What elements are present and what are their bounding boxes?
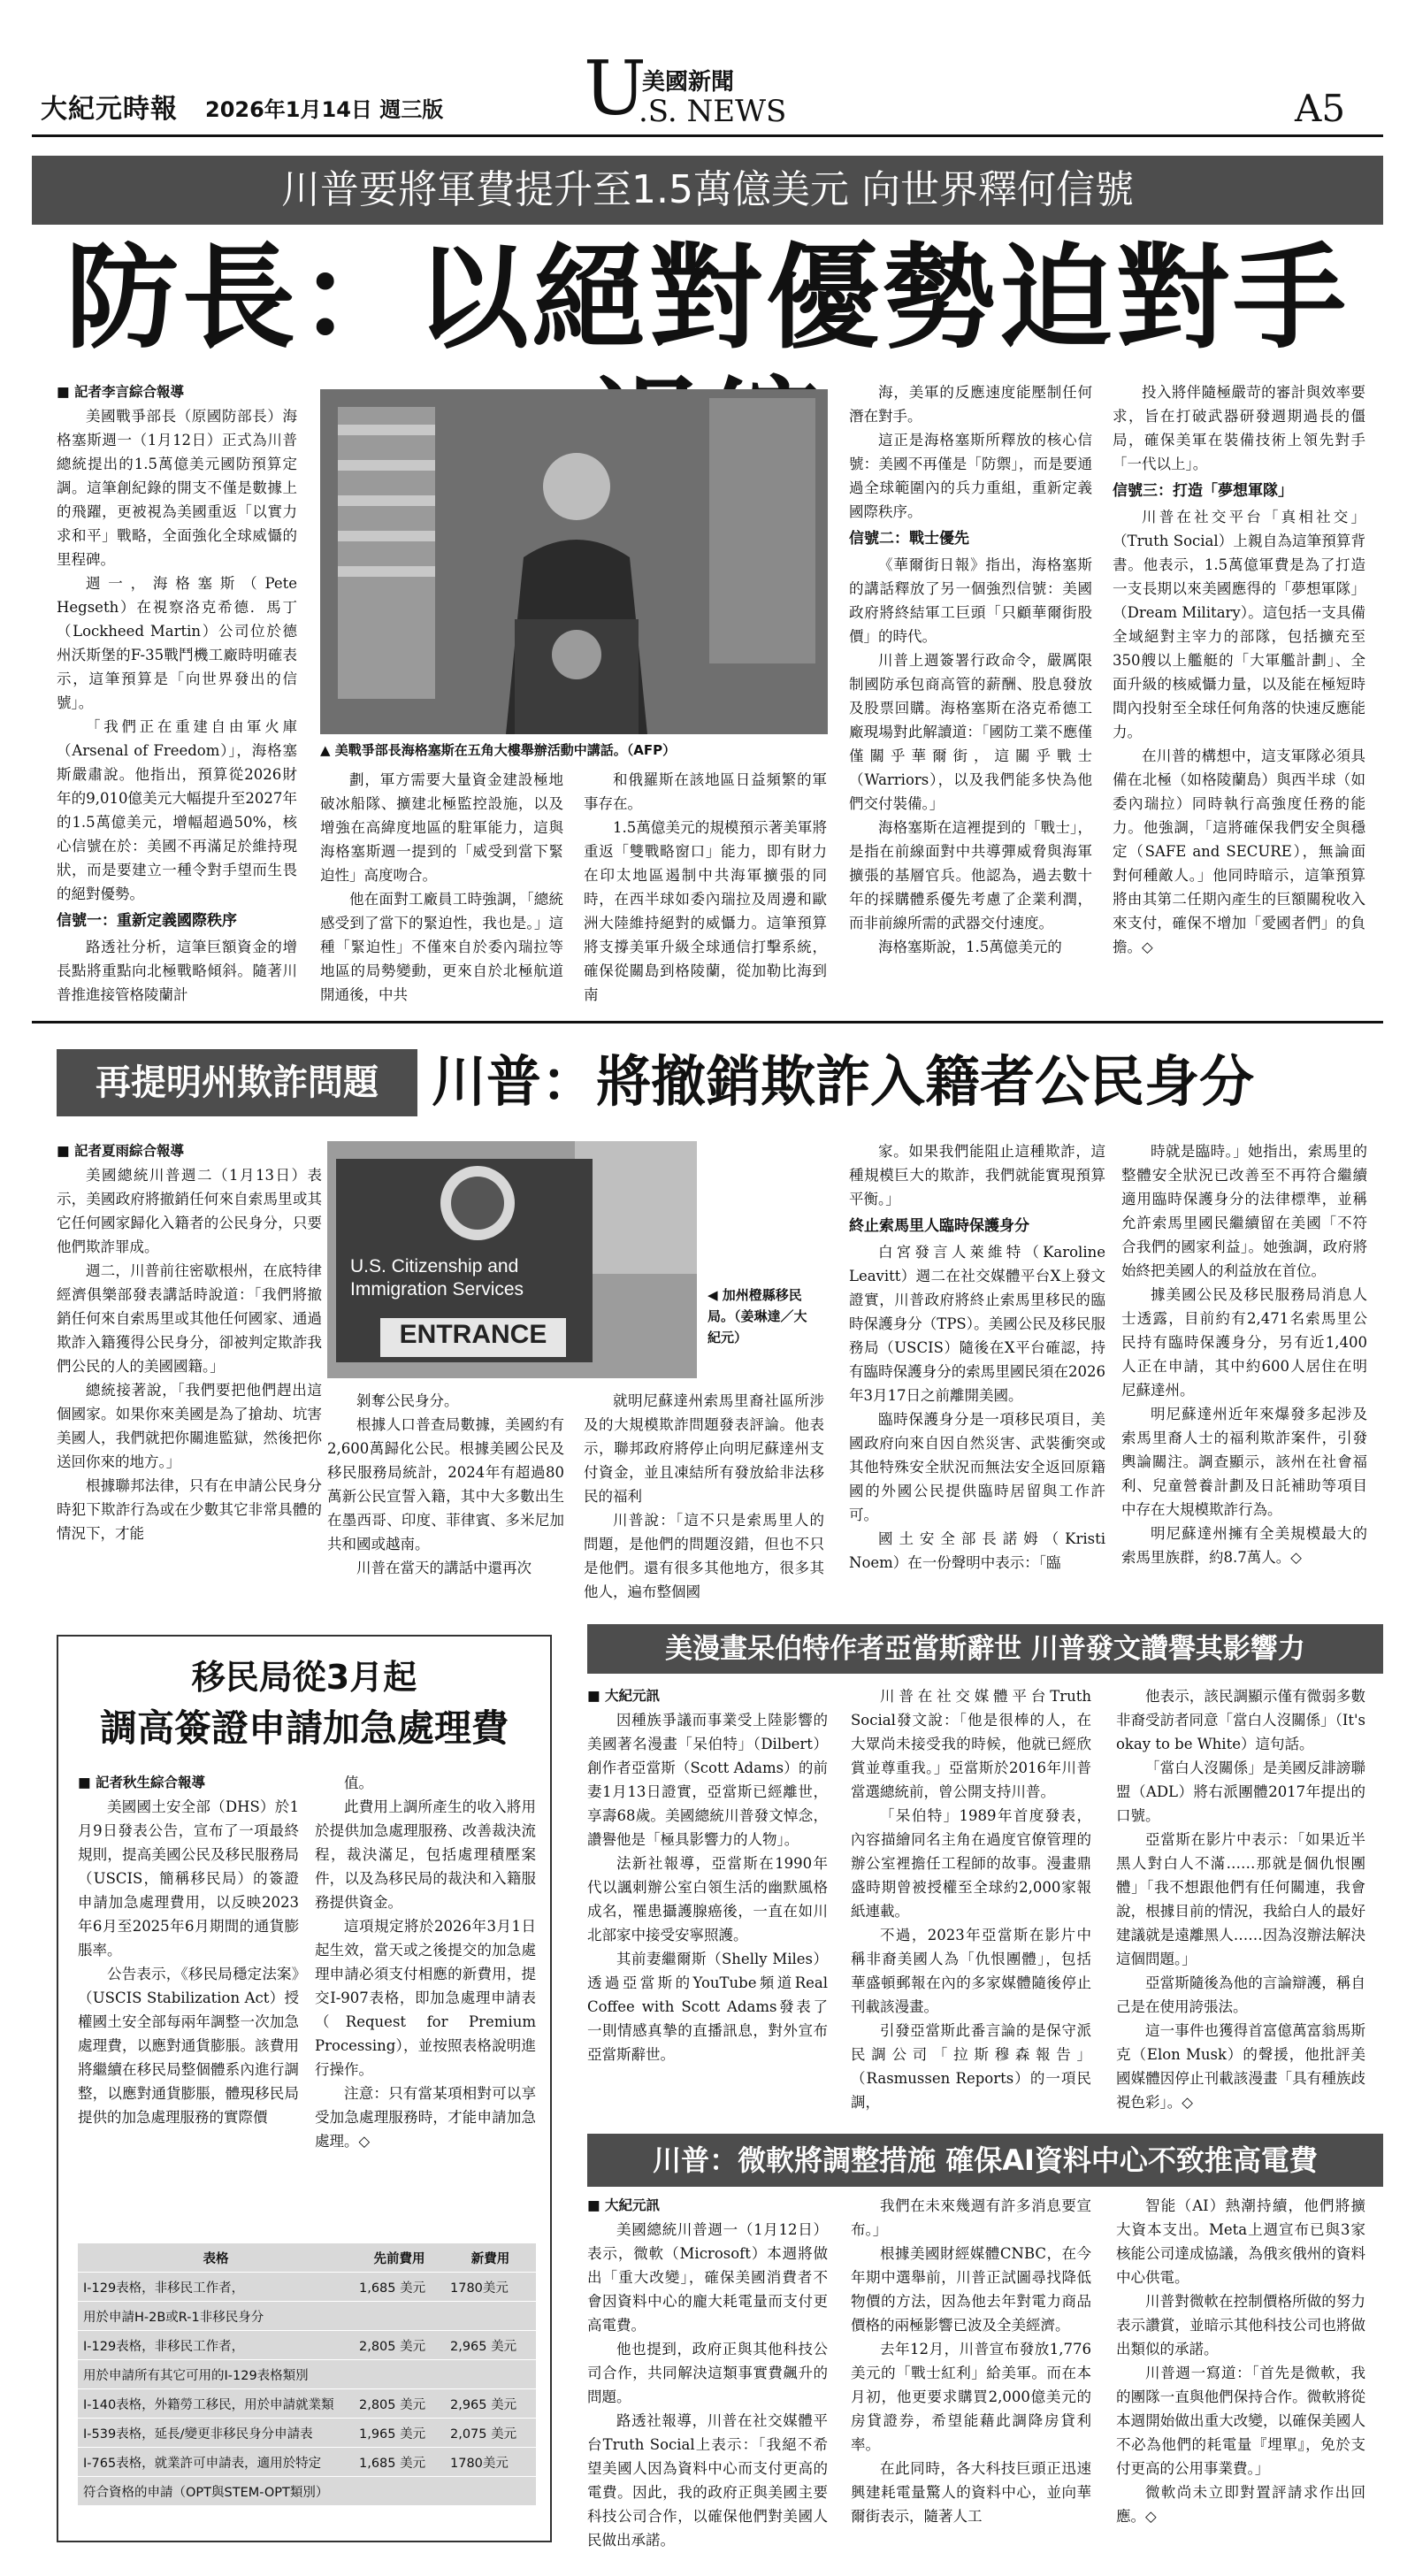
story2-photo: [327, 1141, 697, 1378]
table-cell: I-129表格，非移民工作者，: [78, 2273, 354, 2302]
paragraph: 根據美國財經媒體CNBC，在今年期中選舉前，川普正試圖尋找降低物價的方法，因為他去年對電力商品價格的兩極影響已波及全美經濟。: [851, 2245, 1091, 2334]
paragraph: 值。: [344, 1775, 373, 1791]
story2-col4: [849, 1139, 1105, 1575]
paragraph: 和俄羅斯在該地區日益頻繁的軍事存在。: [584, 771, 827, 812]
paragraph: 海格塞斯在這裡提到的「戰士」，是指在前線面對中共導彈威脅與海軍擴張的基層官兵。他認為，過去數十年的採購體系優先考慮了企業利潤，而非前線所需的武器交付速度。: [849, 819, 1092, 932]
story1-col5: [1113, 380, 1365, 959]
table-cell: I-140表格，外籍勞工移民，用於申請就業類: [78, 2389, 354, 2419]
story2-kicker-box: 再提明州欺詐問題: [57, 1049, 417, 1116]
story2-col3: [584, 1389, 824, 1604]
story1-col2: [320, 768, 563, 1007]
paragraph: 「我們正在重建自由軍火庫（Arsenal of Freedom）」，海格塞斯嚴肅說。他指出，預算從2026財年的9,010億美元大幅提升至2027年的1.5萬億美元，增幅超過50%，核心信號在於：美國不再滿足於維持現狀，而是要建立一種令對手望而生畏的絕對優勢。: [57, 718, 297, 902]
paragraph: 總統接著說，「我們要把他們趕出這個國家。如果你來美國是為了搶劫、坑害美國人，我們就把你關進監獄，然後把你送回你來的地方。」: [57, 1382, 322, 1470]
table-row: [78, 2389, 536, 2419]
paragraph: 亞當斯隨後為他的言論辯護，稱自己是在使用誇張法。: [1116, 1974, 1365, 2015]
paragraph: 時就是臨時。」她指出，索馬里的整體安全狀況已改善至不再符合繼續適用臨時保護身分的法律標準，並稱允許索馬里國民繼續留在美國「不符合我們的國家利益」。她強調，政府將始終把美國人的利益放在首位。: [1121, 1143, 1367, 1279]
subheading: 終止索馬里人臨時保護身分: [849, 1217, 1029, 1235]
paragraph: 《華爾街日報》指出，海格塞斯的講話釋放了另一個強烈信號：美國政府將終結軍工巨頭「只顧華爾街股價」的時代。: [849, 556, 1092, 645]
paragraph: 家。如果我們能阻止這種欺詐，這種規模巨大的欺詐，我們就能實現預算平衡。」: [849, 1143, 1105, 1208]
paragraph: 川普上週簽署行政命令，嚴厲限制國防承包商高管的薪酬、股息發放及股票回購。海格塞斯在洛克希德工廠現場對此解讀道：「國防工業不應僅僅關乎華爾街，這關乎戰士（Warriors），以及我們能多快為他們交付裝備。」: [849, 652, 1092, 812]
story5-col1: [587, 2194, 828, 2552]
story2-col5: [1121, 1139, 1367, 1569]
story3-col2: [315, 1771, 536, 2153]
page-number: A5: [1295, 87, 1346, 130]
paragraph: 1.5萬億美元的規模預示著美軍將重返「雙戰略窗口」能力，即有財力在印太地區遏制中共海軍擴張的同時，在西半球如委內瑞拉及周邊和歐洲大陸維持絕對的威懾力。這筆預算將支撐美軍升級全球通信打擊系統，確保從關島到格陵蘭，從加勒比海到南: [584, 819, 827, 1003]
paragraph: 美國總統川普週二（1月13日）表示，美國政府將撤銷任何來自索馬里或其它任何國家歸化入籍者的公民身分，只要他們欺詐罪成。: [57, 1167, 322, 1255]
table-row: [78, 2302, 536, 2331]
table-header: 新費用: [445, 2243, 536, 2273]
table-cell: 用於申請H-2B或R-1非移民身分: [78, 2302, 354, 2331]
table-header: 表格: [78, 2243, 354, 2273]
paragraph: 「呆伯特」1989年首度發表，內容描繪同名主角在過度官僚管理的辦公室裡擔任工程師的故事。漫畫鼎盛時期曾被授權至全球約2,000家報紙連載。: [851, 1807, 1091, 1920]
paragraph: 這項規定將於2026年3月1日起生效，當天或之後提交的加急處理申請必須支付相應的新費用，提交I-907表格，即加急處理申請表（Request for Premium Processing），並按照表格說明進行操作。: [315, 1918, 536, 2078]
story2-caption: ◀ 加州橙縣移民局。（姜琳達／大紀元）: [708, 1287, 807, 1346]
table-cell: [445, 2360, 536, 2389]
table-row: [78, 2477, 536, 2506]
paragraph: 美國戰爭部長（原國防部長）海格塞斯週一（1月12日）正式為川普總統提出的1.5萬億美元國防預算定調。這筆創紀錄的開支不僅是數據上的飛躍，更被視為美國重返「以實力求和平」戰略，全面強化全球威懾的里程碑。: [57, 408, 297, 568]
paragraph: 川普在社交平台「真相社交」（Truth Social）上親自為這筆預算背書。他表示，1.5萬億軍費是為了打造一支長期以來美國應得的「夢想軍隊」（Dream Military）。這包括一支具備全域絕對主宰力的部隊，包括擴充至350艘以上艦艇的「大軍艦計劃」、全面升級的核威懾力量，以及能在極短時間內投射至全球任何角落的快速反應能力。: [1113, 509, 1365, 740]
fee-table-wrap: [78, 2243, 536, 2506]
story5-col3: [1116, 2194, 1365, 2528]
table-cell: [354, 2477, 445, 2506]
story3-headline-line2: 調高簽證申請加急處理費: [99, 1706, 509, 1750]
paragraph: 川普說：「這不只是索馬里人的問題，是他們的問題沒錯，但也不只是他們。還有很多其他地方，很多其他人，遍布整個國: [584, 1512, 824, 1600]
table-cell: [445, 2477, 536, 2506]
paragraph: 他在面對工廠員工時強調，「總統感受到了當下的緊迫性，我也是。」這種「緊迫性」不僅來自於委內瑞拉等地區的局勢變動，更來自於北極航道開通後，中共: [320, 891, 563, 1003]
paragraph: 去年12月，川普宣布發放1,776美元的「戰士紅利」給美軍。而在本月初，他更要求購買2,000億美元的房貸證券，希望能藉此調降房貸利率。: [851, 2341, 1091, 2453]
paragraph: 白宮發言人萊維特（Karoline Leavitt）週二在社交媒體平台X上發文證實，川普政府將終止索馬里移民的臨時保護身分（TPS）。美國公民及移民服務局（USCIS）隨後在X平台確認，持有臨時保護身分的索馬里國民須在2026年3月17日之前離開美國。: [849, 1244, 1105, 1404]
paragraph: 這一事件也獲得首富億萬富翁馬斯克（Elon Musk）的聲援，他批評美國媒體因停止刊載該漫畫「具有種族歧視色彩」。◇: [1116, 2022, 1365, 2111]
paragraph: 美國國土安全部（DHS）於1月9日發表公告，宣布了一項最終規則，提高美國公民及移民服務局（USCIS，簡稱移民局）的簽證申請加急處理費用，以反映2023年6月至2025年6月期間的通貨膨脹率。: [78, 1798, 299, 1959]
paragraph: 國土安全部長諾姆（Kristi Noem）在一份聲明中表示：「臨: [849, 1530, 1105, 1571]
table-cell: 1780美元: [445, 2448, 536, 2477]
story3-byline: ■ 記者秋生綜合報導: [78, 1775, 206, 1790]
story2-byline: ■ 記者夏雨綜合報導: [57, 1143, 185, 1159]
table-row: [78, 2331, 536, 2360]
sign-text-line1: U.S. Citizenship and: [350, 1256, 519, 1276]
story1-headline: 防長：以絕對優勢迫對手: [65, 232, 1350, 364]
paragraph: 智能（AI）熱潮持續，他們將擴大資本支出。Meta上週宣布已與3家核能公司達成協議，為俄亥俄州的資料中心供電。: [1116, 2197, 1365, 2286]
paragraph: 明尼蘇達州擁有全美規模最大的索馬里族群，約8.7萬人。◇: [1121, 1525, 1367, 1566]
story1-col1: [57, 380, 297, 1007]
issue-date: 2026年1月14日 週三版: [205, 97, 444, 122]
table-cell: 用於申請所有其它可用的I-129表格類別: [78, 2360, 354, 2389]
paragraph: 投入將伴隨極嚴苛的審計與效率要求，旨在打破武器研發週期過長的僵局，確保美軍在裝備技術上領先對手「一代以上」。: [1113, 384, 1365, 472]
section-divider: [32, 1021, 1383, 1024]
paragraph: 劃，軍方需要大量資金建設極地破冰船隊、擴建北極監控設施，以及增強在高緯度地區的駐軍能力，這與海格塞斯週一提到的「威受到當下緊迫性」高度吻合。: [320, 771, 563, 884]
table-cell: I-539表格，延長/變更非移民身分申請表: [78, 2419, 354, 2448]
table-cell: [354, 2302, 445, 2331]
paragraph: 「當白人沒關係」是美國反誹謗聯盟（ADL）將右派團體2017年提出的口號。: [1116, 1760, 1365, 1824]
table-cell: 2,075 美元: [445, 2419, 536, 2448]
table-header-row: [78, 2243, 536, 2273]
masthead-rule: [32, 134, 1383, 137]
paper-name: 大紀元時報: [41, 94, 178, 125]
story5-headline: 川普：微軟將調整措施 確保AI資料中心不致推高電費: [587, 2134, 1383, 2187]
story3-col1: [78, 1771, 299, 2129]
story1-kicker: 川普要將軍費提升至1.5萬億美元 向世界釋何信號: [32, 156, 1383, 225]
paragraph: 週一，海格塞斯（Pete Hegseth）在視察洛克希德．馬丁（Lockheed Martin）公司位於德州沃斯堡的F-35戰鬥機工廠時明確表示，這筆預算是「向世界發出的信號」。: [57, 575, 297, 711]
paragraph: 其前妻繼爾斯（Shelly Miles）透過亞當斯的YouTube頻道Real Coffee with Scott Adams發表了一則情感真摯的直播訊息，對外宣布亞當斯辭世。: [587, 1951, 828, 2063]
story1-photo: [320, 389, 828, 734]
paragraph: 在川普的構想中，這支軍隊必須具備在北極（如格陵蘭島）與西半球（如委內瑞拉）同時執行高強度任務的能力。他強調，「這將確保我們安全與穩定（SAFE and SECURE），無論面對何種敵人。」他同時暗示，這筆預算將由其第二任期內產生的巨額關稅收入來支付，確保不增加「愛國者們」的負擔。◇: [1113, 748, 1365, 955]
paragraph: 因種族爭議而事業受上陸影響的美國著名漫畫「呆伯特」（Dilbert）創作者亞當斯（Scott Adams）的前妻1月13日證實，亞當斯已經離世，享壽68歲。美國總統川普發文悼念，讚譽他是「極具影響力的人物」。: [587, 1712, 828, 1848]
paragraph: 川普對微軟在控制價格所做的努力表示讚賞，並暗示其他科技公司也將做出類似的承諾。: [1116, 2293, 1365, 2358]
story5-col2: [851, 2194, 1091, 2528]
paragraph: 明尼蘇達州近年來爆發多起涉及索馬里裔人士的福利欺詐案件，引發輿論關注。調查顯示，該州在社會福利、兒童營養計劃及日託補助等項目中存在大規模欺詐行為。: [1121, 1406, 1367, 1518]
story4-col3: [1116, 1684, 1365, 2114]
paragraph: 亞當斯在影片中表示：「如果近半黑人對白人不滿……那就是個仇恨團體」「我不想跟他們有任何關連，我會說，根據目前的情況，我給白人的最好建議就是遠離黑人……因為沒辦法解決這個問題。」: [1116, 1831, 1365, 1967]
table-cell: [445, 2302, 536, 2331]
paragraph: 微軟尚未立即對置評請求作出回應。◇: [1116, 2484, 1365, 2525]
paragraph: 公告表示，《移民局穩定法案》（USCIS Stabilization Act）授權國土安全部每兩年調整一次加急處理費，以應對通貨膨脹。該費用將繼續在移民局整個體系內進行調整，以應對通貨膨脹，體現移民局提供的加急處理服務的實際價: [78, 1966, 299, 2126]
table-header: 先前費用: [354, 2243, 445, 2273]
section-letter: U: [584, 45, 646, 132]
table-row: [78, 2448, 536, 2477]
table-cell: 1780美元: [445, 2273, 536, 2302]
story5-byline: ■ 大紀元訊: [587, 2197, 661, 2213]
paragraph: 據美國公民及移民服務局消息人士透露，目前約有2,471名索馬里公民持有臨時保護身分，另有近1,400人正在申請，其中約600人居住在明尼蘇達州。: [1121, 1286, 1367, 1399]
story2-headline: 川普：將撤銷欺詐入籍者公民身分: [432, 1049, 1255, 1114]
paragraph: 海，美軍的反應速度能壓制任何潛在對手。: [849, 384, 1092, 425]
sign-entrance: ENTRANCE: [399, 1320, 547, 1349]
table-cell: [354, 2360, 445, 2389]
paragraph: 這正是海格塞斯所釋放的核心信號：美國不再僅是「防禦」，而是要通過全球範圍內的兵力重組，重新定義國際秩序。: [849, 432, 1092, 520]
story1-byline: ■ 記者李言綜合報導: [57, 384, 185, 400]
section-title-cn: 美國新聞: [642, 69, 735, 96]
press-conference-image: [320, 389, 828, 734]
paragraph: 美國總統川普週一（1月12日）表示，微軟（Microsoft）本週將做出「重大改變」，確保美國消費者不會因資料中心的龐大耗電量而支付更高電費。: [587, 2221, 828, 2334]
table-cell: 1,685 美元: [354, 2448, 445, 2477]
paragraph: 不過，2023年亞當斯在影片中稱非裔美國人為「仇恨團體」，包括華盛頓郵報在內的多家媒體隨後停止刊載該漫畫。: [851, 1927, 1091, 2015]
table-row: [78, 2273, 536, 2302]
paragraph: 臨時保護身分是一項移民項目，美國政府向來自因自然災害、武裝衝突或其他特殊安全狀況而無法安全返回原籍國的外國公民提供臨時居留與工作許可。: [849, 1411, 1105, 1523]
story3-headline-line1: 移民局從3月起: [191, 1658, 417, 1697]
fee-table: [78, 2243, 536, 2506]
table-row: [78, 2360, 536, 2389]
paragraph: 他表示，該民調顯示僅有微弱多數非裔受訪者同意「當白人沒關係」（It's okay to be White）這句話。: [1116, 1688, 1365, 1752]
paragraph: 就明尼蘇達州索馬里裔社區所涉及的大規模欺詐問題發表評論。他表示，聯邦政府將停止向明尼蘇達州支付資金，並且凍結所有發放給非法移民的福利: [584, 1392, 824, 1505]
story4-col1: [587, 1684, 828, 2066]
subheading: 信號三：打造「夢想軍隊」: [1113, 482, 1293, 500]
paragraph: 川普在當天的講話中還再次: [356, 1560, 532, 1576]
paragraph: 此費用上調所產生的收入將用於提供加急處理服務、改善裁決流程，裁決滿足，包括處理積壓案件，以及為移民局的裁決和入籍服務提供資金。: [315, 1798, 536, 1911]
table-cell: 1,685 美元: [354, 2273, 445, 2302]
paragraph: 注意：只有當某項相對可以享受加急處理服務時，才能申請加急處理。◇: [315, 2085, 536, 2150]
paragraph: 川普在社交媒體平台Truth Social發文說：「他是很棒的人，在大眾尚未接受我的時候，他就已經欣賞並尊重我。」亞當斯於2016年川普當選總統前，曾公開支持川普。: [851, 1688, 1091, 1800]
story4-headline: 美漫畫呆伯特作者亞當斯辭世 川普發文讚譽其影響力: [587, 1624, 1383, 1674]
table-cell: I-129表格，非移民工作者，: [78, 2331, 354, 2360]
story1-caption: ▲ 美戰爭部長海格塞斯在五角大樓舉辦活動中講話。（AFP）: [320, 742, 677, 758]
sign-text-line2: Immigration Services: [350, 1279, 524, 1300]
story2-col2: [327, 1389, 564, 1580]
table-row: [78, 2419, 536, 2448]
story1-col4: [849, 380, 1092, 959]
section-title-en: .S. NEWS: [639, 94, 787, 129]
paragraph: 剝奪公民身分。: [356, 1392, 459, 1409]
table-cell: 2,805 美元: [354, 2331, 445, 2360]
table-cell: 2,965 美元: [445, 2331, 536, 2360]
paragraph: 川普週一寫道：「首先是微軟，我的團隊一直與他們保持合作。微軟將從本週開始做出重大改變，以確保美國人不必為他們的耗電量『埋單』，免於支付更高的公用事業費。」: [1116, 2365, 1365, 2477]
table-cell: 符合資格的申請（OPT與STEM-OPT類別）: [78, 2477, 354, 2506]
table-cell: I-765表格，就業許可申請表，適用於特定: [78, 2448, 354, 2477]
table-cell: 2,965 美元: [445, 2389, 536, 2419]
paragraph: 法新社報導，亞當斯在1990年代以諷刺辦公室白領生活的幽默風格成名，罹患攝護腺癌後，一直在如川北部家中接受安寧照護。: [587, 1855, 828, 1944]
paragraph: 根據聯邦法律，只有在申請公民身分時犯下欺詐行為或在少數其它非常具體的情況下，才能: [57, 1477, 322, 1542]
paragraph: 海格塞斯說，1.5萬億美元的: [878, 939, 1062, 955]
story4-col2: [851, 1684, 1091, 2114]
paragraph: 路透社分析，這筆巨額資金的增長點將重點向北極戰略傾斜。隨著川普推進接管格陵蘭計: [57, 939, 297, 1003]
subheading: 信號一：重新定義國際秩序: [57, 912, 237, 930]
table-cell: 2,805 美元: [354, 2389, 445, 2419]
paragraph: 路透社報導，川普在社交媒體平台Truth Social上表示：「我絕不希望美國人因為資料中心而支付更高的電費。因此，我的政府正與美國主要科技公司合作，以確保他們對美國人民做出承諾。: [587, 2412, 828, 2549]
story1-col3: [584, 768, 827, 1007]
subheading: 信號二：戰士優先: [849, 530, 969, 548]
story2-col1: [57, 1139, 322, 1545]
paragraph: 在此同時，各大科技巨頭正迅速興建耗電量驚人的資料中心，並向華爾街表示，隨著人工: [851, 2460, 1091, 2525]
paragraph: 引發亞當斯此番言論的是保守派民調公司「拉斯穆森報告」（Rasmussen Reports）的一項民調，: [851, 2022, 1091, 2111]
table-cell: 1,965 美元: [354, 2419, 445, 2448]
paragraph: 根據人口普查局數據，美國約有2,600萬歸化公民。根據美國公民及移民服務局統計，2024年有超過80萬新公民宣誓入籍，其中大多數出生在墨西哥、印度、菲律賓、多米尼加共和國或越南。: [327, 1416, 564, 1552]
paragraph: 我們在未來幾週有許多消息要宣布。」: [851, 2197, 1091, 2238]
paragraph: 週二，川普前往密歇根州，在底特律經濟俱樂部發表講話時說道：「我們將撤銷任何來自索馬里或其他任何國家、通過欺詐入籍獲得公民身分，卻被判定欺詐我們公民的人的美國國籍。」: [57, 1262, 322, 1375]
paragraph: 他也提到，政府正與其他科技公司合作，共同解決這類事實費飆升的問題。: [587, 2341, 828, 2405]
story4-byline: ■ 大紀元訊: [587, 1688, 661, 1704]
